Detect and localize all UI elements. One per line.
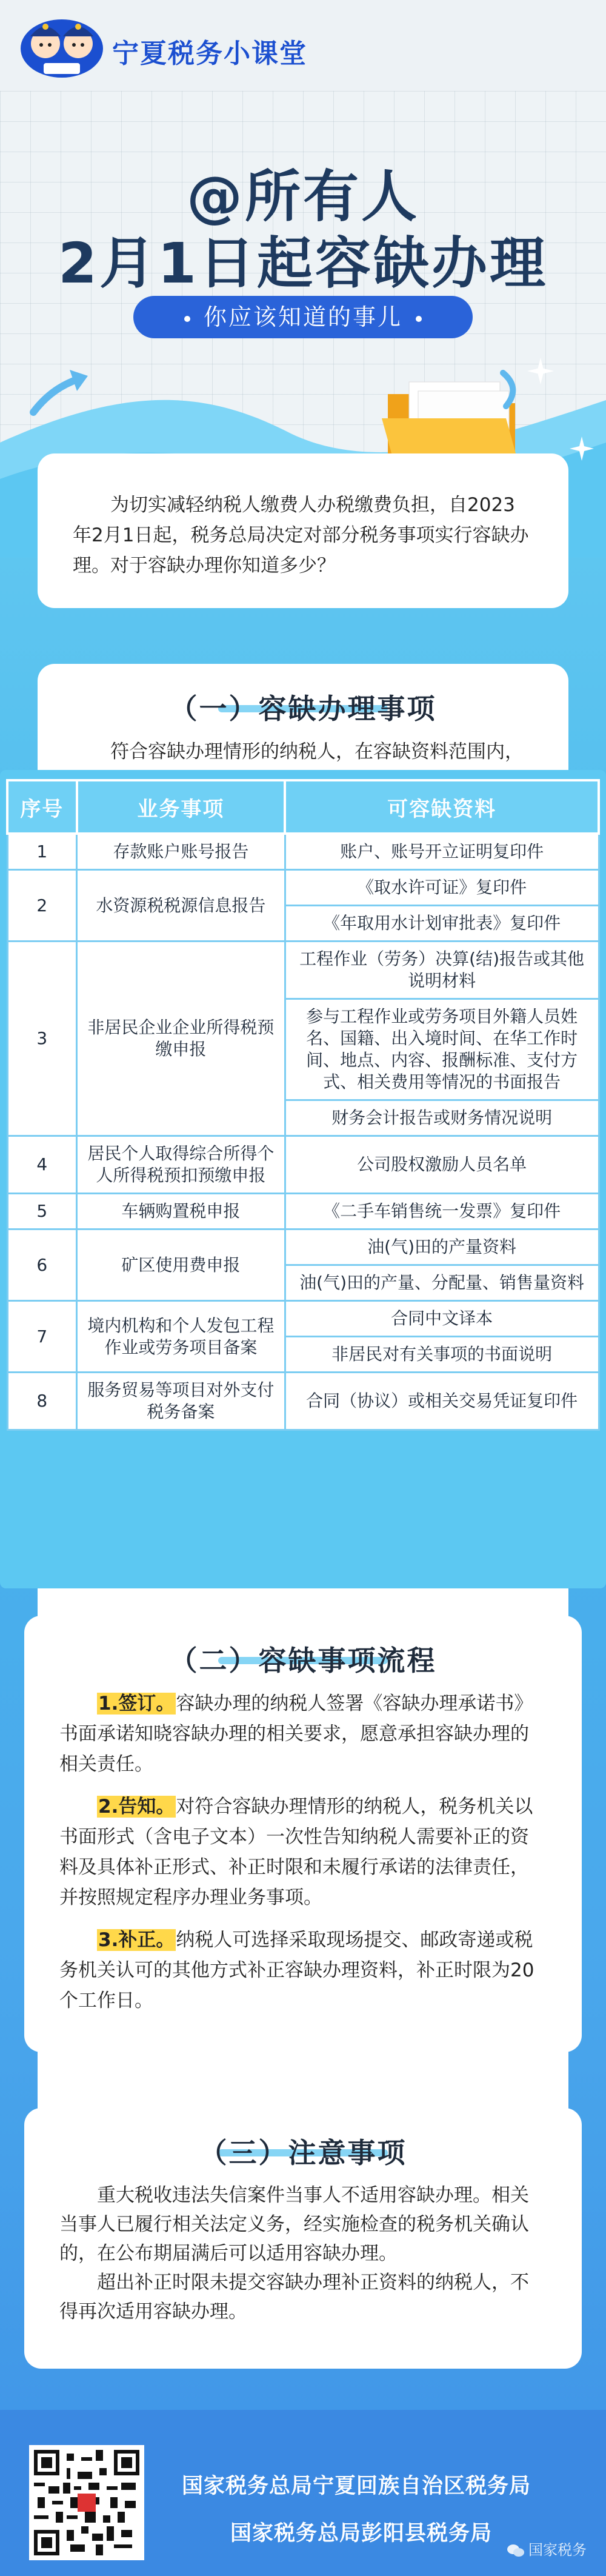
table-header-docs: 可容缺资料 <box>285 780 599 834</box>
section-3-heading: （三）注意事项 <box>199 2136 407 2169</box>
sparkle-icon <box>527 358 554 384</box>
cell-seq: 4 <box>7 1136 77 1194</box>
cell-docs: 油(气)田的产量、分配量、销售量资料 <box>285 1265 599 1301</box>
table-row <box>7 834 599 870</box>
cell-docs: 账户、账号开立证明复印件 <box>285 834 599 870</box>
cell-item: 车辆购置税申报 <box>77 1194 285 1229</box>
title-line-1: @所有人 <box>186 164 419 229</box>
note-2: 超出补正时限未提交容缺办理补正资料的纳税人，不得再次适用容缺办理。 <box>59 2272 529 2323</box>
cell-seq: 8 <box>7 1373 77 1430</box>
step-2: 2.告知。对符合容缺办理情形的纳税人，税务机关以书面形式（含电子文本）一次性告知纳税人需要补正的资料及具体补正形式、补正时限和未履行承诺的法律责任，并按照规定程序办理业务事项。 <box>59 1796 533 1909</box>
step-label: 1.签订。 <box>98 1693 175 1715</box>
cell-docs: 财务会计报告或财务情况说明 <box>285 1100 599 1136</box>
sparkle-icon <box>570 437 594 461</box>
tax-officer-logo-icon <box>18 12 106 82</box>
subtitle-pill <box>133 296 473 338</box>
cell-item: 水资源税税源信息报告 <box>77 870 285 942</box>
table-row <box>7 1373 599 1430</box>
cell-seq: 3 <box>7 942 77 1136</box>
table-row <box>7 1194 599 1229</box>
dot-icon <box>416 316 422 322</box>
notes <box>24 2181 582 2326</box>
table-row <box>7 1301 599 1337</box>
subtitle-text: 你应该知道的事儿 <box>203 304 402 330</box>
footer-org-2: 国家税务总局彭阳县税务局 <box>230 2521 493 2546</box>
cell-item: 境内机构和个人发包工程作业或劳务项目备案 <box>77 1301 285 1373</box>
watermark: 国家税务 <box>507 2538 587 2559</box>
table-row <box>7 1136 599 1194</box>
matters-table <box>6 779 600 1431</box>
brand-title: 宁夏税务小课堂 <box>112 38 307 69</box>
hero-title <box>0 164 606 297</box>
cell-docs: 油(气)田的产量资料 <box>285 1229 599 1265</box>
cell-docs: 工程作业（劳务）决算(结)报告或其他说明材料 <box>285 942 599 999</box>
title-line-2: 2月1日起容缺办理 <box>58 231 548 296</box>
section-1-heading: （一）容缺办理事项 <box>169 692 437 725</box>
cell-docs: 《取水许可证》复印件 <box>285 870 599 906</box>
arrow-up-icon <box>27 364 94 418</box>
cell-docs: 合同中文译本 <box>285 1301 599 1337</box>
cell-docs: 参与工程作业或劳务项目外籍人员姓名、国籍、出入境时间、在华工作时间、地点、内容、报酬标准、支付方式、相关费用等情况的书面报告 <box>285 999 599 1100</box>
cell-item: 非居民企业企业所得税预缴申报 <box>77 942 285 1136</box>
cell-item: 服务贸易等项目对外支付税务备案 <box>77 1373 285 1430</box>
cell-docs: 公司股权激励人员名单 <box>285 1136 599 1194</box>
step-label: 3.补正。 <box>98 1929 175 1951</box>
step-label: 2.告知。 <box>98 1796 175 1818</box>
table-row <box>7 942 599 999</box>
cell-seq: 7 <box>7 1301 77 1373</box>
wechat-icon <box>507 2543 525 2558</box>
step-3: 3.补正。纳税人可选择采取现场提交、邮政寄递或税务机关认可的其他方式补正容缺办理资料，补正时限为20个工作日。 <box>59 1929 534 2012</box>
table-header-seq: 序号 <box>7 780 77 834</box>
process-steps <box>24 1688 582 2016</box>
cell-seq: 6 <box>7 1229 77 1301</box>
cell-seq: 2 <box>7 870 77 942</box>
footer <box>0 2410 606 2576</box>
step-1: 1.签订。容缺办理的纳税人签署《容缺办理承诺书》书面承诺知晓容缺办理的相关要求，愿意承担容缺办理的相关责任。 <box>59 1693 533 1775</box>
section-2-card <box>24 1616 582 2052</box>
footer-org-1: 国家税务总局宁夏回族自治区税务局 <box>182 2474 531 2498</box>
cell-item: 矿区使用费申报 <box>77 1229 285 1301</box>
cell-seq: 1 <box>7 834 77 870</box>
intro-text: 为切实减轻纳税人缴费人办税缴费负担，自2023年2月1日起，税务总局决定对部分税务事项实行容缺办理。对于容缺办理你知道多少？ <box>73 494 529 577</box>
section-1-text: 符合容缺办理情形的纳税人，在容缺资料范围内， <box>110 741 524 763</box>
table-row <box>7 1229 599 1265</box>
cell-docs: 非居民对有关事项的书面说明 <box>285 1337 599 1373</box>
cell-item: 居民个人取得综合所得个人所得税预扣预缴申报 <box>77 1136 285 1194</box>
qr-code-icon[interactable] <box>29 2445 144 2560</box>
cell-docs: 《二手车销售统一发票》复印件 <box>285 1194 599 1229</box>
cell-docs: 合同（协议）或相关交易凭证复印件 <box>285 1373 599 1430</box>
section-3-card <box>24 2108 582 2369</box>
cell-seq: 5 <box>7 1194 77 1229</box>
section-2-heading: （二）容缺事项流程 <box>169 1644 437 1677</box>
header-bar <box>0 0 606 91</box>
note-1: 重大税收违法失信案件当事人不适用容缺办理。相关当事人已履行相关法定义务，经实施检查的税务机关确认的，在公布期届满后可以适用容缺办理。 <box>59 2184 529 2264</box>
dot-icon <box>184 316 190 322</box>
intro-card <box>38 453 568 608</box>
cell-item: 存款账户账号报告 <box>77 834 285 870</box>
cell-docs: 《年取用水计划审批表》复印件 <box>285 906 599 942</box>
table-header-item: 业务事项 <box>77 780 285 834</box>
table-row <box>7 870 599 906</box>
